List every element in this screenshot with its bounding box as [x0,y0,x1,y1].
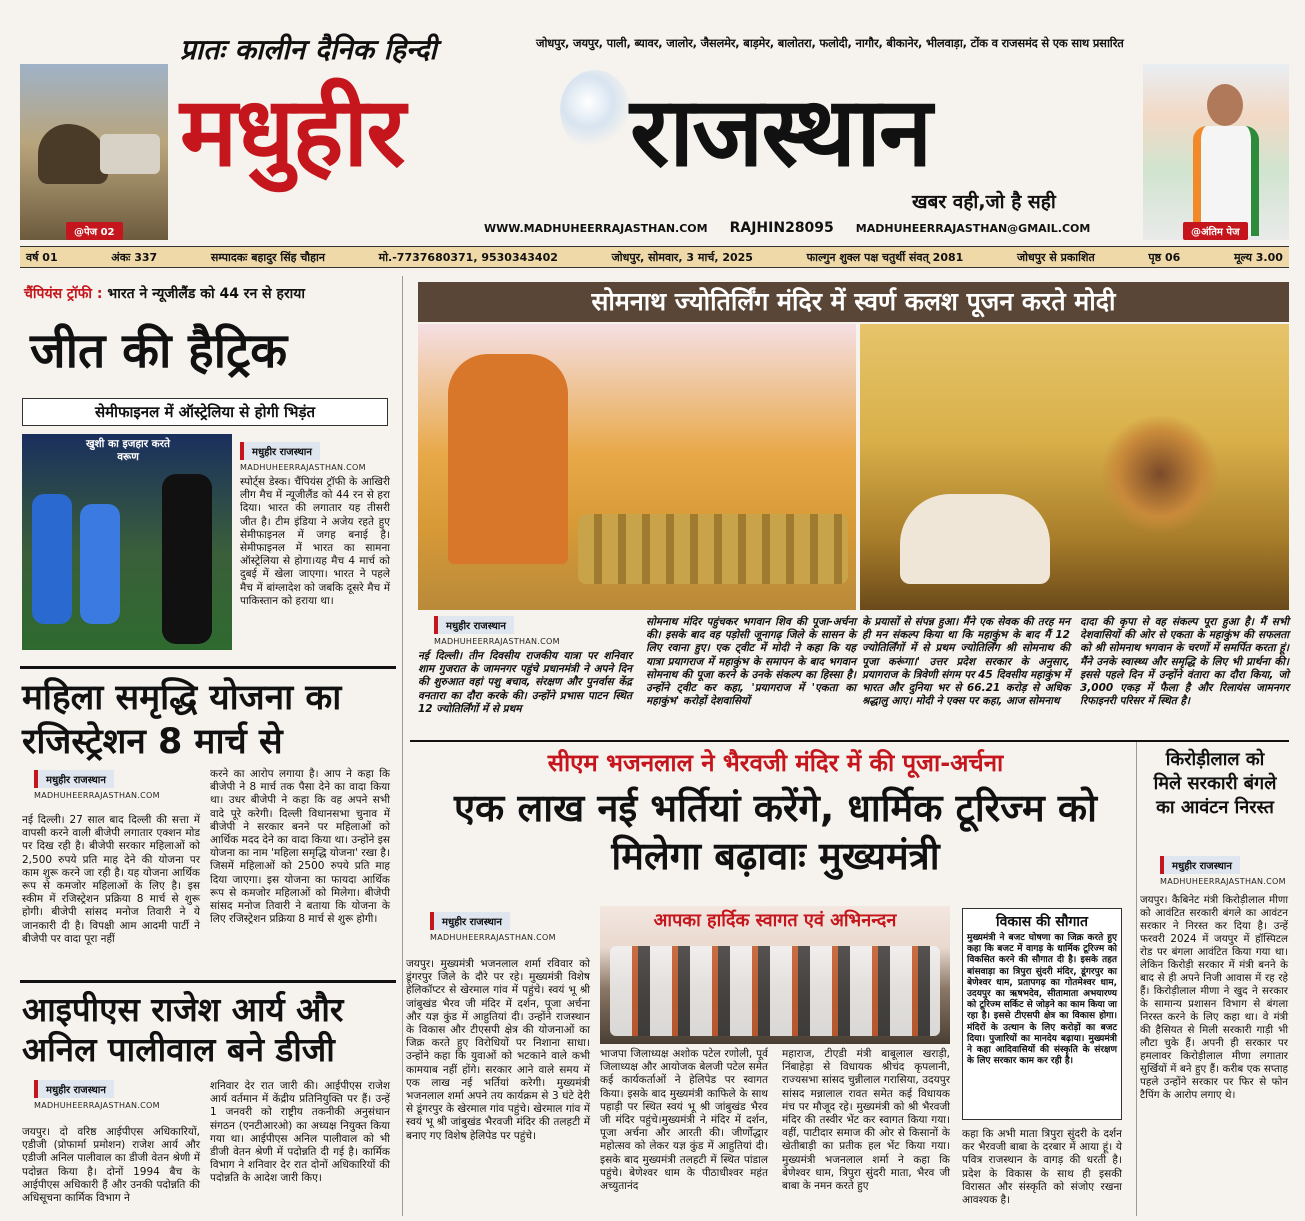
masthead-left-photo[interactable] [20,64,168,240]
masthead-slogan: खबर वही,जो है सही [912,191,1056,213]
byline-url[interactable]: MADHUHEERRAJASTHAN.COM [34,791,160,800]
byline-name: मधुहीर राजस्थान [1160,856,1240,874]
cricket-photo[interactable] [22,434,232,650]
bhajanlal-headline: एक लाख नई भर्तियां करेंगे, धार्मिक टूरिज्म को मिलेगा बढ़ावाः मुख्यमंत्री [454,786,1097,878]
samriddhi-byline [34,770,204,800]
masthead-tagline: प्रातः कालीन दैनिक हिन्दी [180,33,437,66]
divider [20,666,396,669]
cricket-kicker-label: चैंपियंस ट्रॉफी : [24,286,103,302]
ips-byline [34,1080,204,1110]
ips-col2: शनिवार देर रात जारी की। आईपीएस राजेश आर्य वर्तमान में केंद्रीय प्रतिनियुक्ति पर हैं। उन्हें 1 जनवरी को राष्ट्रीय तकनीकी अनुसंधान संगठन (एनटीआरओ) का अध्यक्ष नियुक्त किया गया था। आईपीएस अनिल पालीवाल को भी डीजी वेतन श्रेणी में पदोन्नति दी गई है। कार्मिक विभाग ने शनिवार देर रात दोनों अधिकारियों की पदोन्नति के आदेश जारी किए। [210,1080,390,1185]
bhajanlal-col4: कहा कि अभी माता त्रिपुरा सुंदरी के दर्शन कर भैरवजी बाबा के दरबार में आया हूं। ये पवित्र राजस्थान के वागड़ की धरती है। प्रदेश के विकास के साथ ही इसकी विरासत और संस्कृति को संजोए रखना आवश्यक है। [962,1128,1122,1207]
ips-headline: आइपीएस राजेश आर्य और अनिल पालीवाल बने डीजी [22,990,344,1069]
divider [1136,740,1137,1216]
byline-url[interactable]: MADHUHEERRAJASTHAN.COM [34,1101,160,1110]
left-photo-tag: @पेज 02 [66,222,123,240]
speaker-body-shape [1193,126,1259,236]
cricket-subhead: सेमीफाइनल में ऑस्ट्रेलिया से होगी भिड़ंत [22,398,388,426]
player2-shape [80,504,120,624]
byline-name: मधुहीर राजस्थान [34,770,114,788]
divider [20,980,396,983]
somnath-photo-left[interactable] [418,324,856,610]
cricket-photo-caption: खुशी का इजहार करते वरूण [85,438,171,463]
kirodi-byline [1160,856,1290,886]
masthead-links-row [484,220,1134,236]
infobar-pages: पृष्ठ 06 [1148,250,1181,264]
byline-name: मधुहीर राजस्थान [240,442,320,460]
brand-part1: मधुहीर [180,75,404,188]
email-link[interactable]: MADHUHEERRAJASTHAN@GMAIL.COM [855,221,1091,235]
kirodi-body: जयपुर। कैबिनेट मंत्री किरोड़ीलाल मीणा को आवंटित सरकारी बंगले का आवंटन सरकार ने निरस्त कर दिया है। उन्हें फरवरी 2024 में जयपुर में हॉस्पिटल रोड पर बंगला आवंटित किया गया था। लेकिन किरोड़ी सरकार में मंत्री बनने के बाद से ही अपने निजी आवास में रह रहे हैं। किरोड़ीलाल मीणा ने खुद ने सरकार के सामान्य प्रशासन विभाग से बंगला निरस्त करने के लिए कहा था। वे मंत्री की हैसियत से मिली सरकारी गाड़ी भी लौटा चुके हैं। अपनी ही सरकार पर हमलावर किरोड़ीलाल मीणा लगातार सुर्खियों में बने हुए हैं। करीब एक सप्ताह पहले उन्होंने सरकार पर फिर से फोन टैपिंग के आरोप लगाए थे। [1140,894,1288,1101]
byline-name: मधुहीर राजस्थान [430,912,510,930]
byline-name: मधुहीर राजस्थान [434,616,514,634]
speaker-head-shape [1207,84,1243,126]
masthead-brand [180,70,1140,200]
byline-name: मधुहीर राजस्थान [34,1080,114,1098]
infobar-issue: अंकः 337 [111,250,158,264]
samriddhi-col2: करने का आरोप लगाया है। आप ने कहा कि बीजेपी ने 8 मार्च तक पैसा देने का वादा किया था। उधर बीजेपी ने कहा कि वह अपने सभी वादे पूरे करेगी। दिल्ली विधानसभा चुनाव में बीजेपी ने सरकार बनने पर महिलाओं को आर्थिक मदद देने का वादा किया था। उन्होंने इस योजना का नाम 'महिला समृद्धि योजना' रखा है। जिसमें महिलाओं को 2500 रुपये प्रति माह दिया जाएगा। इस योजना का फायदा आर्थिक रूप से कमजोर महिलाओं को मिलेगा। बीजेपी सांसद मनोज तिवारी ने बताया कि योजना के लिए रजिस्ट्रेशन प्रक्रिया 8 मार्च से शुरू होगी। [210,768,390,926]
bowing-figure-shape [900,494,1050,584]
byline-url[interactable]: MADHUHEERRAJASTHAN.COM [434,637,560,646]
byline-url[interactable]: MADHUHEERRAJASTHAN.COM [1160,877,1286,886]
somnath-col4: दादा की कृपा से वह संकल्प पूरा हुआ है। मैं सभी देशवासियों की ओर से एकता के महाकुंभ की सफलता को श्री सोमनाथ भगवान के चरणों में समर्पित करता हूं। मैंने उनके स्वास्थ्य और समृद्धि के लिए भी प्रार्थना की। इससे पहले दिन में उन्होंने वंतारा का दौरा किया, जो 3,000 एकड़ में फैला है और रिलायंस जामनगर रिफाइनरी परिसर में स्थित है। [1080,616,1289,708]
infobar-dateline: जोधपुर, सोमवार, 3 मार्च, 2025 [611,250,753,264]
right-photo-tag: @अंतिम पेज [1183,222,1248,240]
cricket-kicker-text: भारत ने न्यूजीलैंड को 44 रन से हराया [107,286,306,302]
byline-url[interactable]: MADHUHEERRAJASTHAN.COM [430,933,556,942]
infobar-price: मूल्य 3.00 [1233,250,1283,264]
cricket-byline [240,442,390,472]
infobar-year: वर्ष 01 [26,250,58,264]
infobar-mobile: मो.-7737680371, 9530343402 [378,250,558,264]
kalash-row-shape [578,514,848,584]
reg-number: RAJHIN28095 [729,220,834,236]
cricket-kicker [24,284,394,303]
infobar [20,246,1289,268]
welcome-banner: आपका हार्दिक स्वागत एवं अभिनन्दन [653,910,897,931]
vikas-box-text: मुख्यमंत्री ने बजट घोषणा का जिक्र करते हुए कहा कि बजट में वागड़ के धार्मिक टूरिज्म को विकसित करने की सौगात दी है। इसके तहत बांसवाड़ा का त्रिपुरा सुंदरी मंदिर, डूंगरपुर का बेणेश्वर धाम, प्रतापगढ़ का गोतमेश्वर धाम, उदयपुर का ऋषभदेव, सीतामाता अभयारण्य को टूरिज्म सर्किट से जोड़ने का काम किया जा रहा है। इससे टीएसपी क्षेत्र का विकास होगा। मंदिरों के उत्थान के लिए करोड़ों का बजट दिया। पुजारियों का मानदेय बढ़ाया। मुख्यमंत्री ने कहा आदिवासियों की संस्कृति के संरक्षण के लिए सरकार काम कर रही है। [967,933,1117,1067]
masthead-right-photo[interactable] [1143,64,1289,240]
vikas-box-title: विकास की सौगात [996,914,1088,930]
somnath-headline: सोमनाथ ज्योतिर्लिंग मंदिर में स्वर्ण कलश पूजन करते मोदी [418,282,1289,322]
divider [410,740,1289,742]
somnath-col1: नई दिल्ली। तीन दिवसीय राजकीय यात्रा पर शनिवार शाम गुजरात के जामनगर पहुंचे प्रधानमंत्री ने अपने दिन की शुरुआत वहां पशु बचाव, संरक्षण और पुनर्वास केंद्र वनतारा का दौरा करके की। उन्होंने प्रभास पाटन स्थित 12 ज्योतिर्लिंगों में से प्रथम [418,650,632,715]
cricket-body: स्पोर्ट्स डेस्क। चैंपियंस ट्रॉफी के आखिरी लीग मैच में न्यूजीलैंड को 44 रन से हरा दिया। भारत की लगातार यह तीसरी जीत है। टीम इंडिया ने अजेय रहते हुए सेमीफाइनल में जगह बनाई है। सेमीफाइनल में भारत का सामना ऑस्ट्रेलिया से होगा।यह मैच 4 मार्च को दुबई में खेला जाएगा। भारत ने पहले मैच में बांग्लादेश को जबकि दूसरे मैच में पाकिस्तान को हराया था। [240,476,390,607]
samriddhi-col1: नई दिल्ली। 27 साल बाद दिल्ली की सत्ता में वापसी करने वाली बीजेपी लगातार एक्शन मोड पर दिख रही है। बीजेपी सरकार महिलाओं को 2,500 रुपये प्रति माह देने की योजना पर काम शुरू करने जा रही है। यह योजना आर्थिक रूप से कमजोर महिलाओं के लिए है। इस स्कीम में रजिस्ट्रेशन प्रक्रिया 8 मार्च से शुरू होगी। बीजेपी सांसद मनोज तिवारी ने ये जानकारी दी है। विपक्षी आम आदमी पार्टी ने बीजेपी पर वादा पूरा नहीं [22,814,200,945]
somnath-photo-right[interactable] [860,324,1289,610]
bhajanlal-col3: महाराज, टीएडी मंत्री बाबूलाल खराड़ी, निंबाहेड़ा से विधायक श्रीचंद कृपलानी, राज्यसभा सांसद चुन्नीलाल गरासिया, उदयपुर सांसद मन्नालाल रावत समेत कई विधायक मंच पर मौजूद रहे। मुख्यमंत्री को श्री भैरवजी मंदिर की तस्वीर भेंट कर स्वागत किया गया। वहीं, पाटीदार समाज की ओर से किसानों के खेतीबाड़ी का प्रतीक हल भेंट किया गया। मुख्यमंत्री भजनलाल शर्मा ने कहा कि बेणेश्वर धाम, त्रिपुरा सुंदरी माता, भैरव जी बाबा के नमन करते हुए [782,1048,950,1193]
byline-url[interactable]: MADHUHEERRAJASTHAN.COM [240,463,366,472]
crowd-shape [100,134,160,174]
somnath-byline [434,616,634,646]
cricket-headline: जीत की हैट्रिक [30,323,288,379]
bhajanlal-kicker: सीएम भजनलाल ने भैरवजी मंदिर में की पूजा-अर्चना [547,749,1004,777]
brand-part2: राजस्थान [630,75,931,188]
infobar-hindi-date: फाल्गुन शुक्ल पक्ष चतुर्थी संवत् 2081 [806,250,964,264]
masthead-editions: जोधपुर, जयपुर, पाली, ब्यावर, जालोर, जैसलमेर, बाड़मेर, बालोतरा, फलोदी, नागौर, बीकानेर, भीलवाड़ा, टोंक व राजसमंद से एक साथ प्रसारित [536,36,1124,50]
bhajanlal-col2: भाजपा जिलाध्यक्ष अशोक पटेल रणोली, पूर्व जिलाध्यक्ष और आयोजक बेलजी पटेल समेत कई कार्यकर्ताओं ने हेलिपेड पर स्वागत किया। इसके बाद मुख्यमंत्री काफिले के साथ पहाड़ी पर स्थित स्वयं भू श्री जांबुखंड भैरव जी मंदिर पहुंचे।मुख्यमंत्री ने मंदिर में दर्शन, पूजा अर्चना और आरती की। जीर्णोद्धार महोत्सव को लेकर यज्ञ कुंड में आहुतियां दी। इसके बाद मुख्यमंत्री तलहटी में स्थित पांडाल पहुंचे। बेणेश्वर धाम के पीठाधीश्वर महंत अच्युतानंद [600,1048,768,1193]
bhajanlal-col1: जयपुर। मुख्यमंत्री भजनलाल शर्मा रविवार को डूंगरपुर जिले के दौरे पर रहे। मुख्यमंत्री विशेष हेलिकॉप्टर से खेरमाल गांव में पहुंचे। स्वयं भू श्री जांबुखंड भैरव जी मंदिर में दर्शन, पूजा अर्चना और यज्ञ कुंड में आहुतियां दी। उन्होंने राजस्थान के विकास और टीएसपी क्षेत्र की योजनाओं का जिक्र करते हुए विरोधियों पर निशाना साधा। उन्होंने कहा कि युवाओं को भटकाने वाले कभी कामयाब नहीं होंगे। सरकार आने वाले समय में एक लाख नई भर्तियां करेगी। मुख्यमंत्री भजनलाल शर्मा अपने तय कार्यक्रम से 3 घंटे देरी से डूंगरपुर के खेरमाल गांव पहुंचे। खेरमाल गांव में स्वयं भू श्री जांबुखंड भैरवजी मंदिर की तलहटी में बनाए गए विशेष हेलिपेड पर पहुंचे। [406,958,590,1142]
website-link[interactable]: WWW.MADHUHEERRAJASTHAN.COM [484,221,708,235]
infobar-editor: सम्पादकः बहादुर सिंह चौहान [210,250,325,264]
stage-people-shape [610,946,940,1036]
camel-shape [38,124,108,184]
vikas-box [962,908,1122,1120]
shivling-shape [1100,414,1220,534]
krishna-logo-icon [560,70,630,150]
infobar-published: जोधपुर से प्रकाशित [1016,250,1095,264]
ips-col1: जयपुर। दो वरिष्ठ आईपीएस अधिकारियों, एडीजी (प्रोफार्मा प्रमोशन) राजेश आर्य और एडीजी अनिल पालीवाल का डीजी वेतन श्रेणी में पदोन्नत किया है। दोनों 1994 बैच के आईपीएस अधिकारी हैं और उनकी पदोन्नति की अधिसूचना कार्मिक विभाग ने [22,1126,200,1205]
bhajanlal-photo[interactable] [600,906,950,1044]
player3-shape [162,474,212,644]
player1-shape [32,494,72,624]
divider [402,276,403,1216]
somnath-col2: सोमनाथ मंदिर पहुंचकर भगवान शिव की पूजा-अर्चना की। इसके बाद वह पड़ोसी जूनागढ़ जिले के सासन के लिए रवाना हुए। एक ट्वीट में मोदी ने कहा कि यह यात्रा प्रयागराज में महाकुंभ के समापन के बाद भगवान सोमनाथ की पूजा करने के उनके संकल्प का हिस्सा है। उन्होंने ट्वीट कर कहा, 'प्रयागराज में 'एकता का महाकुंभ' करोड़ों देशवासियों [646,616,856,708]
samriddhi-headline: महिला समृद्धि योजना का रजिस्ट्रेशन 8 मार्च से [22,678,342,762]
bhajanlal-byline [430,912,590,942]
modi-figure-shape [448,354,568,564]
kirodi-headline: किरोड़ीलाल को मिले सरकारी बंगले का आवंटन निरस्त [1153,749,1277,818]
somnath-col3: के प्रयासों से संपन्न हुआ। मैंने एक सेवक की तरह मन ही मन संकल्प किया था कि महाकुंभ के बाद मैं 12 ज्योतिर्लिंगों में से प्रथम ज्योतिर्लिंग श्री सोमनाथ की पूजा करूंगा।' उत्तर प्रदेश सरकार के अनुसार, प्रयागराज के त्रिवेणी संगम पर 45 दिवसीय महाकुंभ में भारत और दुनिया भर से 66.21 करोड़ से अधिक श्रद्धालु आए। मोदी ने एक्स पर कहा, आज सोमनाथ [862,616,1070,708]
